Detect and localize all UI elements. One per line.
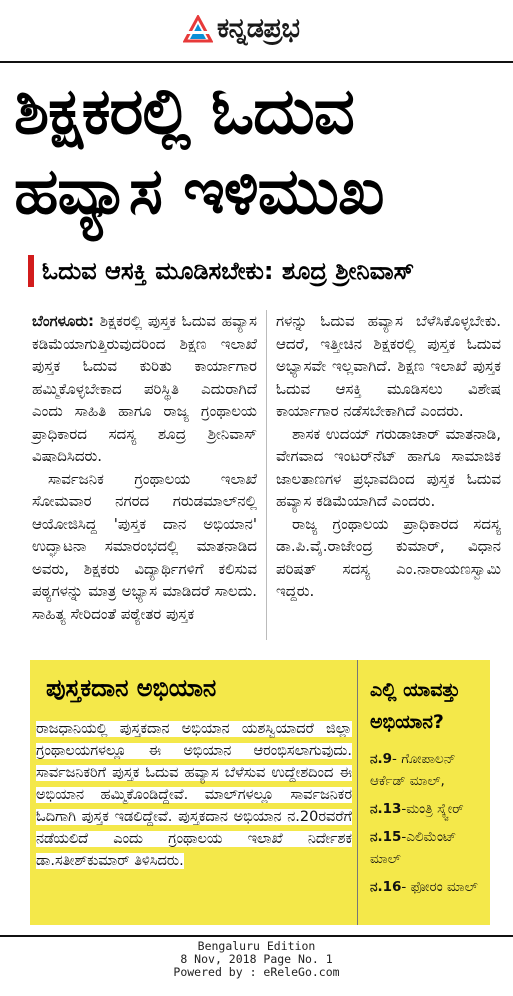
info-box xyxy=(30,660,490,925)
info-box-text: ರಾಜಧಾನಿಯಲ್ಲಿ ಪುಸ್ತಕದಾನ ಅಭಿಯಾನ ಯಶಸ್ವಿಯಾದರೆ ಜಿಲ್ಲಾ ಗ್ರಂಥಾಲಯಗಳಲ್ಲೂ ಈ ಅಭಿಯಾನ ಆರಂಭಿಸಲಾಗುವುದು. ಸಾರ್ವಜನಿಕರಿಗೆ ಪುಸ್ತಕ ಓದುವ ಹವ್ಯಾಸ ಬೆಳೆಸುವ ಉದ್ದೇಶದಿಂದ ಈ ಅಭಿಯಾನ ಹಮ್ಮಿಕೊಂಡಿದ್ದೇವೆ. ಮಾಲ್‌ಗಳಲ್ಲೂ ಸಾರ್ವಜನಿಕರ ಓದಿಗಾಗಿ ಪುಸ್ತಕ ಇಡಲಿದ್ದೇವೆ. ಪುಸ್ತಕದಾನ ಅಭಿಯಾನ ನ.20ರವರೆಗೆ ನಡೆಯಲಿದೆ ಎಂದು ಗ್ರಂಥಾಲಯ ಇಲಾಖೆ ನಿರ್ದೇಶಕ ಡಾ.ಸತೀಶ್‌ಕುಮಾರ್ ತಿಳಿಸಿದರು. xyxy=(36,721,352,869)
schedule-item xyxy=(370,748,486,792)
subhead-accent xyxy=(28,255,34,287)
schedule-place: - ಫೋರಂ ಮಾಲ್ xyxy=(401,879,478,895)
schedule-date: ನ.13 xyxy=(370,801,402,817)
info-box-title: ಪುಸ್ತಕದಾನ ಅಭಿಯಾನ xyxy=(46,674,217,702)
info-box-body xyxy=(36,718,352,872)
schedule-item xyxy=(370,876,486,898)
article-subhead: ಓದುವ ಆಸಕ್ತಿ ಮೂಡಿಸಬೇಕು: ಶೂದ್ರ ಶ್ರೀನಿವಾಸ್ xyxy=(42,257,415,285)
article-column-right xyxy=(276,310,501,603)
paragraph: ಸಾರ್ವಜನಿಕ ಗ್ರಂಥಾಲಯ ಇಲಾಖೆ ಸೋಮವಾರ ನಗರದ ಗರುಡಮಾಲ್‌ನಲ್ಲಿ ಆಯೋಜಿಸಿದ್ದ 'ಪುಸ್ತಕ ದಾನ ಅಭಿಯಾನ' ಉದ್ಘಾಟನಾ ಸಮಾರಂಭದಲ್ಲಿ ಮಾತನಾಡಿದ ಅವರು, ಶಿಕ್ಷಕರು ವಿದ್ಯಾರ್ಥಿಗಳಿಗೆ ಕಲಿಸುವ ಪಠ್ಯಗಳನ್ನು ಮಾತ್ರ ಅಭ್ಯಾಸ ಮಾಡಿದರೆ ಸಾಲದು. ಸಾಹಿತ್ಯ ಸೇರಿದಂತೆ ಪಠ್ಯೇತರ ಪುಸ್ತಕ xyxy=(32,469,257,623)
schedule-place: - ಗೋಪಾಲನ್ ಆರ್ಕೆಡ್ ಮಾಲ್, xyxy=(370,751,456,789)
subhead-bar xyxy=(28,251,498,291)
paragraph: ಗಳನ್ನು ಓದುವ ಹವ್ಯಾಸ ಬೆಳೆಸಿಕೊಳ್ಳಬೇಕು. ಆದರೆ, ಇತ್ತೀಚಿನ ಶಿಕ್ಷಕರಲ್ಲಿ ಪುಸ್ತಕ ಓದುವ ಅಭ್ಯಾಸವೇ ಇಲ್ಲವಾಗಿದೆ. ಶಿಕ್ಷಣ ಇಲಾಖೆ ಪುಸ್ತಕ ಓದುವ ಆಸಕ್ತಿ ಮೂಡಿಸಲು ವಿಶೇಷ ಕಾರ್ಯಾಗಾರ ನಡೆಸಬೇಕಾಗಿದೆ ಎಂದರು. xyxy=(276,312,501,420)
masthead xyxy=(0,0,513,60)
schedule-date: ನ.16 xyxy=(370,879,402,895)
powered-by-link[interactable]: Powered by : eReleGo.com xyxy=(173,965,340,979)
paragraph: ರಾಜ್ಯ ಗ್ರಂಥಾಲಯ ಪ್ರಾಧಿಕಾರದ ಸದಸ್ಯ ಡಾ.ಪಿ.ವೈ.ರಾಜೇಂದ್ರ ಕುಮಾರ್, ವಿಧಾನ ಪರಿಷತ್ ಸದಸ್ಯ ಎಂ.ನಾರಾಯಣಸ್ವಾಮಿ ಇದ್ದರು. xyxy=(276,514,501,600)
schedule-item xyxy=(370,826,486,870)
date-page-label: 8 Nov, 2018 Page No. 1 xyxy=(180,952,333,966)
headline-line-2: ಹವ್ಯಾಸ ಇಳಿಮುಖ xyxy=(14,155,384,229)
footer-divider xyxy=(0,935,513,937)
schedule-title: ಎಲ್ಲಿ ಯಾವತ್ತು ಅಭಿಯಾನ? xyxy=(370,679,461,733)
schedule-list xyxy=(370,748,486,904)
schedule-item xyxy=(370,798,486,820)
schedule-date: ನ.9 xyxy=(370,751,393,767)
paragraph xyxy=(32,310,257,468)
article-headline xyxy=(14,72,500,232)
paragraph: ಶಾಸಕ ಉದಯ್ ಗರುಡಾಚಾರ್ ಮಾತನಾಡಿ, ವೇಗವಾದ ಇಂಟರ್‌ನೆಟ್ ಹಾಗೂ ಸಾಮಾಜಿಕ ಜಾಲತಾಣಗಳ ಪ್ರಭಾವದಿಂದ ಪುಸ್ತಕ ಓದುವ ಹವ್ಯಾಸ ಕಡಿಮೆಯಾಗಿದೆ ಎಂದರು. xyxy=(276,424,501,510)
dateline: ಬೆಂಗಳೂರು: xyxy=(32,312,95,330)
logo-triangle-icon xyxy=(183,15,213,43)
newspaper-logo[interactable] xyxy=(183,12,299,46)
footer xyxy=(0,940,513,979)
logo-text: ಕನ್ನಡಪ್ರಭ xyxy=(217,13,300,44)
column-divider xyxy=(266,310,267,640)
masthead-divider xyxy=(0,61,513,63)
headline-line-1: ಶಿಕ್ಷಕರಲ್ಲಿ ಓದುವ xyxy=(14,75,354,149)
article-column-left xyxy=(32,310,257,625)
schedule-place: -ಎಲಿಮೆಂಟ್ ಮಾಲ್ xyxy=(370,829,457,867)
info-box-divider xyxy=(357,660,358,925)
paragraph-text: ಶಿಕ್ಷಕರಲ್ಲಿ ಪುಸ್ತಕ ಓದುವ ಹವ್ಯಾಸ ಕಡಿಮೆಯಾಗುತ್ತಿರುವುದರಿಂದ ಶಿಕ್ಷಣ ಇಲಾಖೆ ಪುಸ್ತಕ ಓದುವ ಕುರಿತು ಕಾರ್ಯಾಗಾರ ಹಮ್ಮಿಕೊಳ್ಳಬೇಕಾದ ಪರಿಸ್ಥಿತಿ ಎದುರಾಗಿದೆ ಎಂದು ಸಾಹಿತಿ ಹಾಗೂ ರಾಜ್ಯ ಗ್ರಂಥಾಲಯ ಪ್ರಾಧಿಕಾರದ ಸದಸ್ಯ ಶೂದ್ರ ಶ್ರೀನಿವಾಸ್ ವಿಷಾದಿಸಿದರು. xyxy=(32,312,257,465)
edition-label: Bengaluru Edition xyxy=(197,939,316,953)
schedule-date: ನ.15 xyxy=(370,829,402,845)
schedule-place: -ಮಂತ್ರಿ ಸ್ಕ್ವೇರ್ xyxy=(401,801,464,817)
